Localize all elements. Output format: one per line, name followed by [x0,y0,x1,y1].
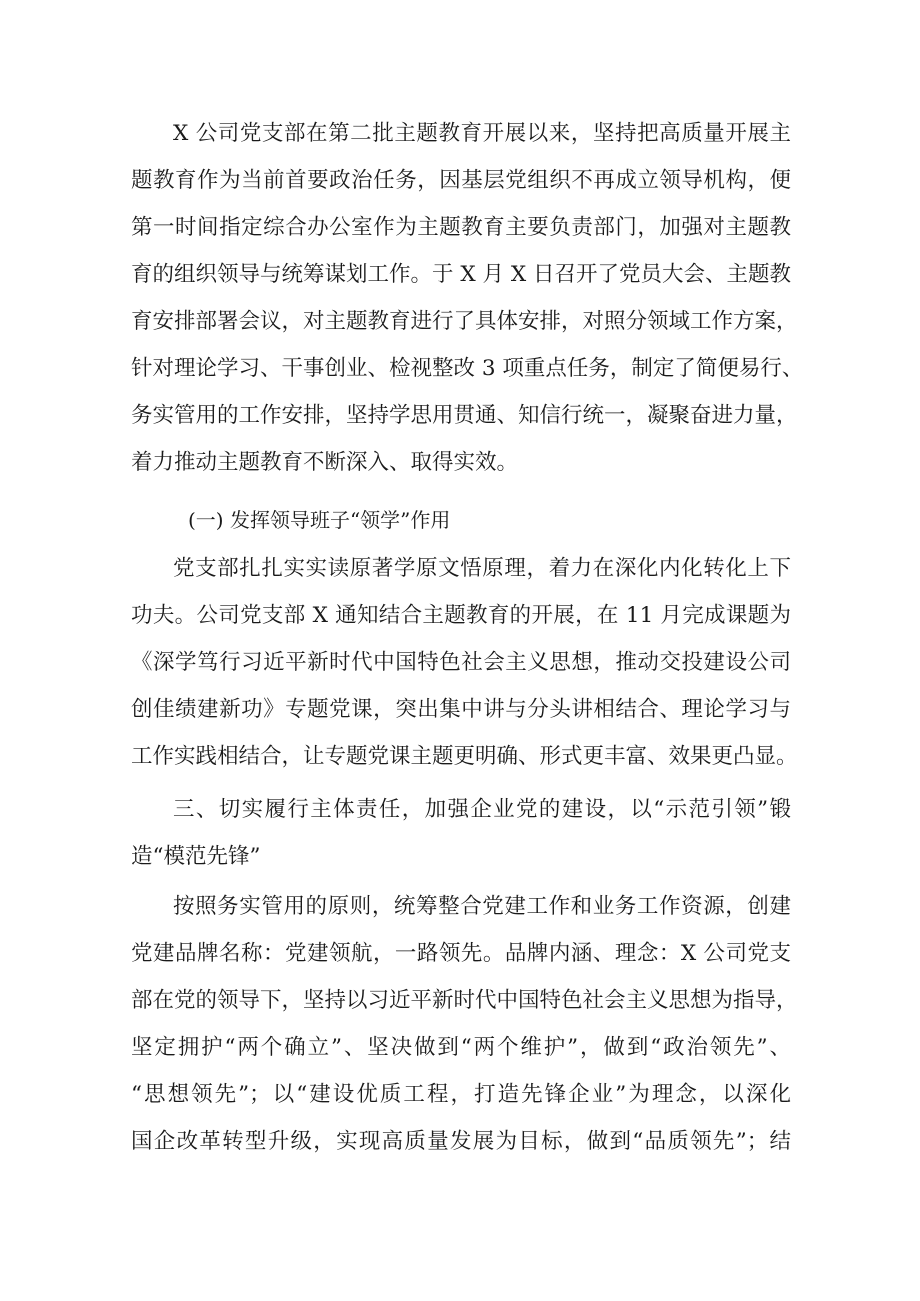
paragraph-5-line-6: 国企改革转型升级，实现高质量发展为目标，做到“品质领先”；结 [131,1129,791,1154]
paragraph-1-line-1: X 公司党支部在第二批主题教育开展以来，坚持把高质量开展主 [173,121,791,146]
paragraph-1-line-4: 育的组织领导与统筹谋划工作。于 X 月 X 日召开了党员大会、主题教 [131,262,791,287]
paragraph-5-line-1: 按照务实管用的原则，统筹整合党建工作和业务工作资源，创建 [173,894,791,919]
paragraph-1-line-5: 育安排部署会议，对主题教育进行了具体安排，对照分领域工作方案， [131,309,798,334]
paragraph-3-line-4: 创佳绩建新功》专题党课，突出集中讲与分头讲相结合、理论学习与 [131,697,791,722]
paragraph-1-line-8: 着力推动主题教育不断深入、取得实效。 [131,450,519,475]
paragraph-1-line-3: 第一时间指定综合办公室作为主题教育主要负责部门，加强对主题教 [131,215,791,240]
section-heading-2-line-2: 造“模范先锋” [131,844,261,869]
paragraph-3-line-3: 《深学笃行习近平新时代中国特色社会主义思想，推动交投建设公司 [131,650,791,675]
paragraph-1-line-7: 务实管用的工作安排，坚持学思用贯通、知信行统一，凝聚奋进力量， [131,403,798,428]
paragraph-5-line-4: 坚定拥护“两个确立”、坚决做到“两个维护”，做到“政治领先”、 [131,1035,791,1060]
section-heading-1: (一) 发挥领导班子“领学”作用 [188,508,451,532]
paragraph-5-line-3: 部在党的领导下，坚持以习近平新时代中国特色社会主义思想为指导， [131,988,798,1013]
paragraph-1-line-2: 题教育作为当前首要政治任务，因基层党组织不再成立领导机构，便 [131,168,791,193]
paragraph-3-line-2: 功夫。公司党支部 X 通知结合主题教育的开展，在 11 月完成课题为 [131,603,791,628]
section-heading-2-line-1: 三、切实履行主体责任，加强企业党的建设，以“示范引领”锻 [173,797,791,822]
paragraph-1-line-6: 针对理论学习、干事创业、检视整改 3 项重点任务，制定了简便易行、 [131,356,804,381]
paragraph-5-line-2: 党建品牌名称：党建领航，一路领先。品牌内涵、理念：X 公司党支 [131,941,791,966]
paragraph-3-line-5: 工作实践相结合，让专题党课主题更明确、形式更丰富、效果更凸显。 [131,744,798,769]
paragraph-3-line-1: 党支部扎扎实实读原著学原文悟原理，着力在深化内化转化上下 [173,556,791,581]
paragraph-5-line-5: “思想领先”；以“建设优质工程，打造先锋企业”为理念，以深化 [131,1082,791,1107]
